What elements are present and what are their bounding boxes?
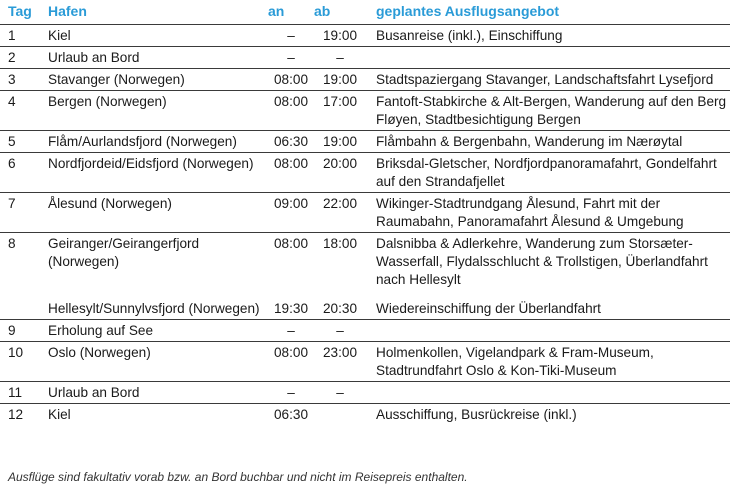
cell-tag: 6 — [0, 153, 48, 193]
cell-tag — [0, 290, 48, 320]
cell-an: 08:00 — [268, 153, 314, 193]
cell-ab: 20:00 — [314, 153, 366, 193]
table-row — [0, 342, 730, 382]
table-row — [0, 290, 730, 320]
table-row — [0, 193, 730, 233]
cell-plan: Wiedereinschiffung der Überlandfahrt — [376, 301, 601, 316]
table-row — [0, 382, 730, 404]
cell-an: – — [268, 320, 314, 342]
cell-ab: 19:00 — [314, 25, 366, 47]
cell-ab — [314, 404, 366, 426]
table-row — [0, 131, 730, 153]
cell-tag: 12 — [0, 404, 48, 426]
cell-hafen: Geiranger/Geirangerfjord (Norwegen) — [48, 233, 268, 291]
cell-an: 09:00 — [268, 193, 314, 233]
cell-tag: 7 — [0, 193, 48, 233]
cell-tag: 4 — [0, 91, 48, 131]
cell-hafen: Urlaub an Bord — [48, 382, 268, 404]
cell-plan: Dalsnibba & Adlerkehre, Wanderung zum Storsæter-Wasserfall, Flydalsschlucht & Trollstigen, Überlandfahrt nach Hellesylt — [366, 233, 730, 291]
cell-tag: 2 — [0, 47, 48, 69]
footnote: Ausflüge sind fakultativ vorab bzw. an Bord buchbar und nicht im Reisepreis enthalten. — [8, 470, 468, 484]
cell-an: 19:30 — [273, 301, 309, 316]
cell-an: 06:30 — [268, 404, 314, 426]
cell-an: 08:00 — [268, 342, 314, 382]
cell-plan — [366, 47, 730, 69]
cell-plan: Fantoft-Stabkirche & Alt-Bergen, Wanderung auf den Berg Fløyen, Stadtbesichtigung Bergen — [366, 91, 730, 131]
cell-ab: – — [314, 382, 366, 404]
cell-ab: 17:00 — [314, 91, 366, 131]
cell-hafen: Nordfjordeid/Eidsfjord (Norwegen) — [48, 153, 268, 193]
cell-an: – — [268, 25, 314, 47]
cell-plan: Wikinger-Stadtrundgang Ålesund, Fahrt mit der Raumabahn, Panoramafahrt Ålesund & Umgebung — [366, 193, 730, 233]
cell-tag: 9 — [0, 320, 48, 342]
table-row — [0, 233, 730, 291]
cell-plan — [366, 320, 730, 342]
cell-hafen: Kiel — [48, 25, 268, 47]
table-row — [0, 153, 730, 193]
header-an: an — [268, 3, 285, 19]
table-row — [0, 404, 730, 426]
cell-an: 08:00 — [268, 91, 314, 131]
cell-ab: 19:00 — [314, 69, 366, 91]
cell-ab: 19:00 — [314, 131, 366, 153]
header-hafen: Hafen — [48, 3, 87, 19]
cell-ab: 20:30 — [322, 301, 358, 316]
cell-an: 08:00 — [268, 69, 314, 91]
header-ab: ab — [314, 3, 331, 19]
table-header-row — [0, 0, 730, 25]
cell-tag: 3 — [0, 69, 48, 91]
cell-plan — [366, 382, 730, 404]
cell-tag: 1 — [0, 25, 48, 47]
cell-tag: 10 — [0, 342, 48, 382]
cell-plan: Briksdal-Gletscher, Nordfjordpanoramafahrt, Gondelfahrt auf den Strandafjellet — [366, 153, 730, 193]
cell-plan: Ausschiffung, Busrückreise (inkl.) — [366, 404, 730, 426]
cell-tag: 8 — [0, 233, 48, 291]
cell-plan: Holmenkollen, Vigelandpark & Fram-Museum, Stadtrundfahrt Oslo & Kon-Tiki-Museum — [366, 342, 730, 382]
table-row — [0, 320, 730, 342]
table-row — [0, 47, 730, 69]
cell-tag: 11 — [0, 382, 48, 404]
cell-hafen: Erholung auf See — [48, 320, 268, 342]
cell-ab: 22:00 — [314, 193, 366, 233]
cell-hafen: Flåm/Aurlandsfjord (Norwegen) — [48, 131, 268, 153]
cell-hafen: Stavanger (Norwegen) — [48, 69, 268, 91]
cell-hafen: Oslo (Norwegen) — [48, 342, 268, 382]
cell-plan: Stadtspaziergang Stavanger, Landschaftsfahrt Lysefjord — [366, 69, 730, 91]
cell-hafen: Urlaub an Bord — [48, 47, 268, 69]
header-plan: geplantes Ausflugsangebot — [376, 3, 560, 19]
cell-an: – — [268, 382, 314, 404]
table-row — [0, 91, 730, 131]
table-row — [0, 69, 730, 91]
table-row — [0, 25, 730, 47]
cell-plan: Busanreise (inkl.), Einschiffung — [366, 25, 730, 47]
cell-hafen: Bergen (Norwegen) — [48, 91, 268, 131]
cell-hafen: Ålesund (Norwegen) — [48, 193, 268, 233]
cell-ab: 23:00 — [314, 342, 366, 382]
cell-ab: – — [314, 320, 366, 342]
header-tag: Tag — [8, 3, 32, 19]
cell-hafen: Hellesylt/Sunnylvsfjord (Norwegen) — [48, 301, 260, 316]
cell-ab: – — [314, 47, 366, 69]
cell-plan: Flåmbahn & Bergenbahn, Wanderung im Nærøytal — [366, 131, 730, 153]
cell-ab: 18:00 — [314, 233, 366, 291]
cell-tag: 5 — [0, 131, 48, 153]
cell-hafen: Kiel — [48, 404, 268, 426]
cell-an: 06:30 — [268, 131, 314, 153]
cell-an: 08:00 — [268, 233, 314, 291]
cell-an: – — [268, 47, 314, 69]
